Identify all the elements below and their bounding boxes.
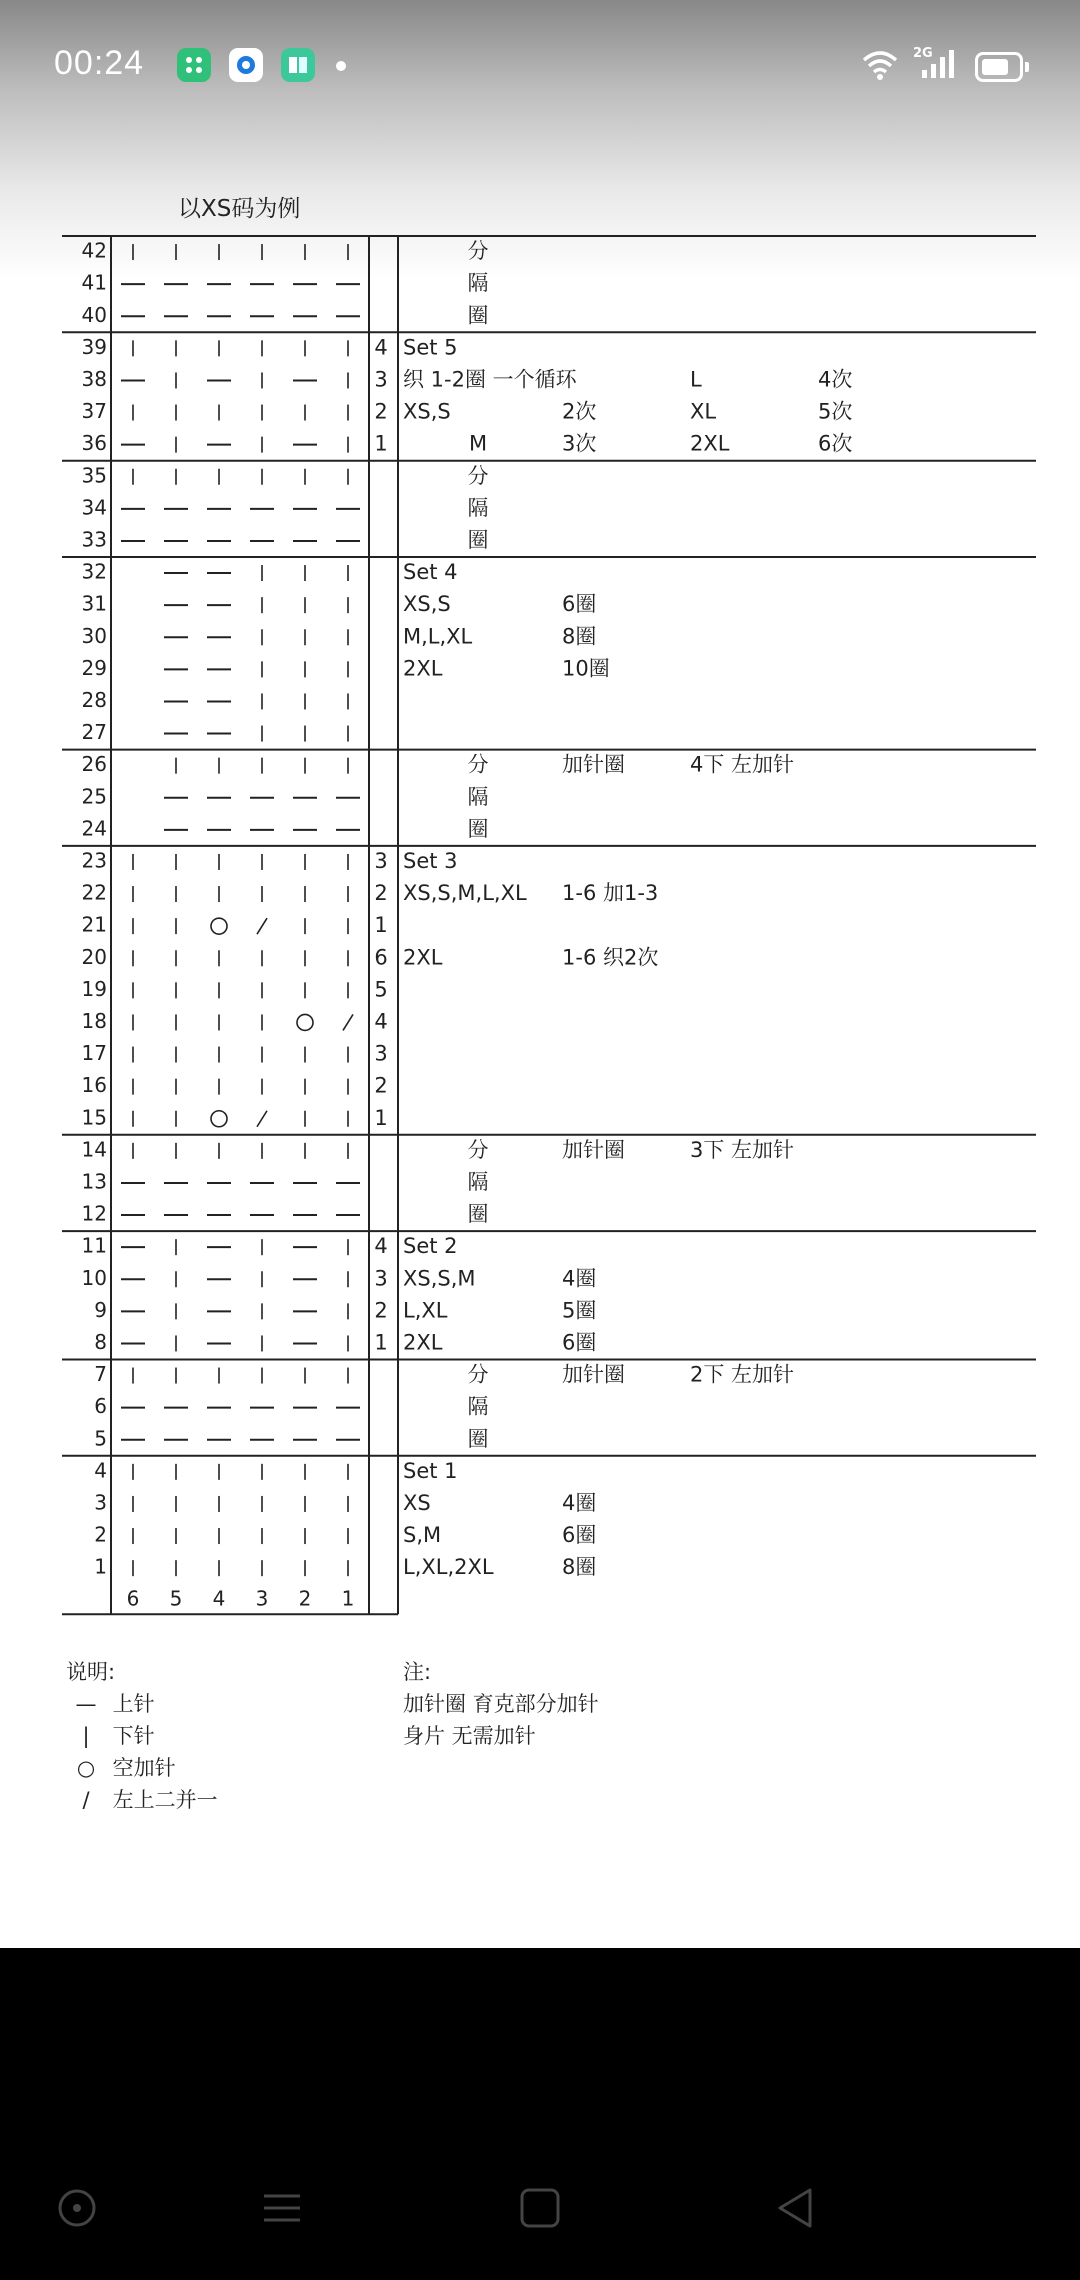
row-number: 14 — [81, 1137, 107, 1162]
row-note: 4圈 — [562, 1266, 597, 1291]
menu-icon[interactable] — [252, 2178, 312, 2238]
network-type-label: 2G — [913, 46, 933, 61]
row-note: XS,S,M — [403, 1266, 476, 1291]
row-note: 2XL — [403, 1330, 443, 1355]
row-note: 圈 — [467, 527, 489, 552]
assistant-icon[interactable] — [47, 2178, 107, 2238]
row-note: XL — [690, 399, 717, 424]
row-note: S,M — [403, 1523, 442, 1548]
legend-item — [66, 1784, 218, 1814]
row-note: 6圈 — [562, 592, 597, 617]
row-note: 10圈 — [562, 656, 610, 681]
row-note: 加针圈 — [562, 752, 625, 777]
row-note: 1-6 织2次 — [562, 945, 659, 970]
notes-title: 注: — [403, 1660, 432, 1684]
row-note: 加针圈 — [562, 1362, 625, 1387]
repeat-number: 1 — [374, 1105, 388, 1130]
row-number: 17 — [81, 1041, 107, 1066]
navigation-bar — [0, 2150, 1080, 2280]
row-number: 24 — [81, 816, 107, 841]
row-note: Set 3 — [403, 848, 458, 873]
row-number: 6 — [94, 1394, 107, 1419]
row-number: 38 — [81, 366, 107, 391]
repeat-number: 2 — [374, 1073, 388, 1098]
row-note: M — [468, 431, 488, 456]
repeat-number: 1 — [374, 1330, 388, 1355]
k2tog-mark — [343, 1014, 353, 1030]
row-note: 6次 — [818, 431, 853, 456]
row-number: 3 — [94, 1490, 107, 1515]
row-number: 23 — [81, 848, 107, 873]
row-number: 42 — [81, 238, 107, 263]
row-number: 9 — [94, 1297, 107, 1322]
row-note: L — [690, 367, 702, 392]
row-number: 5 — [94, 1426, 107, 1451]
column-number: 2 — [298, 1586, 312, 1611]
row-note: 2XL — [690, 431, 730, 456]
row-number: 8 — [94, 1329, 107, 1354]
row-number: 31 — [81, 591, 107, 616]
row-note: 分 — [467, 463, 489, 488]
row-number: 21 — [81, 912, 107, 937]
row-note: 分 — [467, 752, 489, 777]
repeat-number: 3 — [374, 1041, 388, 1066]
legend-item — [66, 1752, 176, 1782]
column-number: 3 — [255, 1586, 269, 1611]
row-number: 34 — [81, 495, 107, 520]
row-number: 27 — [81, 720, 107, 745]
row-number: 12 — [81, 1201, 107, 1226]
row-note: 圈 — [467, 816, 489, 841]
note-line: 加针圈 育克部分加针 — [403, 1692, 599, 1716]
row-note: 圈 — [467, 1426, 489, 1451]
row-note: 2XL — [403, 656, 443, 681]
row-note: 2XL — [403, 945, 443, 970]
row-number: 11 — [81, 1233, 107, 1258]
row-note: 1-6 加1-3 — [562, 881, 659, 906]
row-number: 13 — [81, 1169, 107, 1194]
row-note: Set 2 — [403, 1234, 458, 1259]
repeat-number: 5 — [374, 977, 388, 1002]
row-note: Set 5 — [403, 335, 458, 360]
row-number: 25 — [81, 784, 107, 809]
yarn-over-mark — [211, 918, 227, 934]
row-note: 8圈 — [562, 1555, 597, 1580]
back-icon[interactable] — [766, 2178, 826, 2238]
legend-label: 下针 — [106, 1724, 155, 1748]
yarn-over-mark — [297, 1014, 313, 1030]
row-note: 分 — [467, 1362, 489, 1387]
row-number: 40 — [81, 302, 107, 327]
row-number: 29 — [81, 655, 107, 680]
legend-label: 空加针 — [106, 1756, 176, 1780]
row-note: 4下 左加针 — [690, 752, 795, 777]
row-note: 6圈 — [562, 1523, 597, 1548]
row-number: 26 — [81, 752, 107, 777]
legend-symbol: — — [75, 1692, 97, 1716]
legend-label: 上针 — [106, 1692, 155, 1716]
row-note: 圈 — [467, 1202, 489, 1227]
row-number: 32 — [81, 559, 107, 584]
row-number: 30 — [81, 623, 107, 648]
k2tog-mark — [257, 1111, 267, 1127]
repeat-number: 2 — [374, 1298, 388, 1323]
row-note: 隔 — [467, 1394, 489, 1419]
row-number: 7 — [94, 1362, 107, 1387]
row-note: 4次 — [818, 367, 853, 392]
row-number: 37 — [81, 399, 107, 424]
repeat-number: 2 — [374, 881, 388, 906]
row-note: L,XL — [403, 1298, 448, 1323]
repeat-number: 4 — [374, 1234, 388, 1259]
repeat-number: 1 — [374, 431, 388, 456]
column-number: 4 — [212, 1586, 226, 1611]
note-line: 身片 无需加针 — [403, 1724, 536, 1748]
row-number: 33 — [81, 527, 107, 552]
row-number: 19 — [81, 976, 107, 1001]
column-number: 1 — [341, 1586, 355, 1611]
legend-title: 说明: — [66, 1660, 116, 1684]
row-note: L,XL,2XL — [403, 1555, 494, 1580]
legend-label: 左上二并一 — [106, 1788, 218, 1812]
row-note: 织 1-2圈 一个循环 — [403, 367, 577, 392]
repeat-number: 2 — [374, 399, 388, 424]
yarn-over-mark — [211, 1111, 227, 1127]
row-note: 4圈 — [562, 1490, 597, 1515]
row-number: 10 — [81, 1265, 107, 1290]
row-number: 36 — [81, 431, 107, 456]
legend-symbol: | — [82, 1724, 90, 1748]
repeat-number: 1 — [374, 913, 388, 938]
row-note: 加针圈 — [562, 1137, 625, 1162]
row-note: 隔 — [467, 1169, 489, 1194]
row-number: 15 — [81, 1105, 107, 1130]
row-number: 18 — [81, 1008, 107, 1033]
row-note: 5圈 — [562, 1298, 597, 1323]
row-note: 2下 左加针 — [690, 1362, 795, 1387]
row-note: 分 — [467, 1137, 489, 1162]
repeat-number: 6 — [374, 945, 388, 970]
row-number: 4 — [94, 1458, 107, 1483]
clock: 00:24 — [54, 44, 145, 82]
row-note: Set 1 — [403, 1458, 458, 1483]
row-note: 3次 — [562, 431, 597, 456]
row-note: 6圈 — [562, 1330, 597, 1355]
chart-title: 以XS码为例 — [178, 196, 301, 222]
row-note: 隔 — [467, 495, 489, 520]
row-note: XS — [403, 1490, 431, 1515]
row-note: 圈 — [467, 303, 489, 328]
column-number: 6 — [126, 1586, 140, 1611]
legend-item — [66, 1688, 155, 1718]
row-number: 39 — [81, 334, 107, 359]
home-icon[interactable] — [510, 2178, 570, 2238]
row-number: 41 — [81, 270, 107, 295]
row-note: Set 4 — [403, 560, 458, 585]
row-note: 隔 — [467, 784, 489, 809]
row-number: 28 — [81, 687, 107, 712]
row-number: 1 — [94, 1554, 107, 1579]
row-note: 2次 — [562, 399, 597, 424]
repeat-number: 4 — [374, 335, 388, 360]
repeat-number: 3 — [374, 367, 388, 392]
row-number: 16 — [81, 1073, 107, 1098]
row-note: 8圈 — [562, 624, 597, 649]
k2tog-mark — [257, 918, 267, 934]
row-note: XS,S,M,L,XL — [403, 881, 527, 906]
row-note: XS,S — [403, 592, 451, 617]
row-note: 分 — [467, 239, 489, 264]
row-number: 35 — [81, 463, 107, 488]
repeat-number: 3 — [374, 848, 388, 873]
repeat-number: 4 — [374, 1009, 388, 1034]
column-number: 5 — [169, 1586, 183, 1611]
row-number: 22 — [81, 880, 107, 905]
legend-symbol: / — [82, 1788, 90, 1812]
row-number: 20 — [81, 944, 107, 969]
legend-item — [66, 1720, 155, 1750]
row-number: 2 — [94, 1522, 107, 1547]
row-note: 3下 左加针 — [690, 1137, 795, 1162]
row-note: XS,S — [403, 399, 451, 424]
legend-symbol: ○ — [76, 1756, 96, 1780]
row-note: 5次 — [818, 399, 853, 424]
row-note: M,L,XL — [403, 624, 473, 649]
repeat-number: 3 — [374, 1266, 388, 1291]
row-note: 隔 — [467, 271, 489, 296]
